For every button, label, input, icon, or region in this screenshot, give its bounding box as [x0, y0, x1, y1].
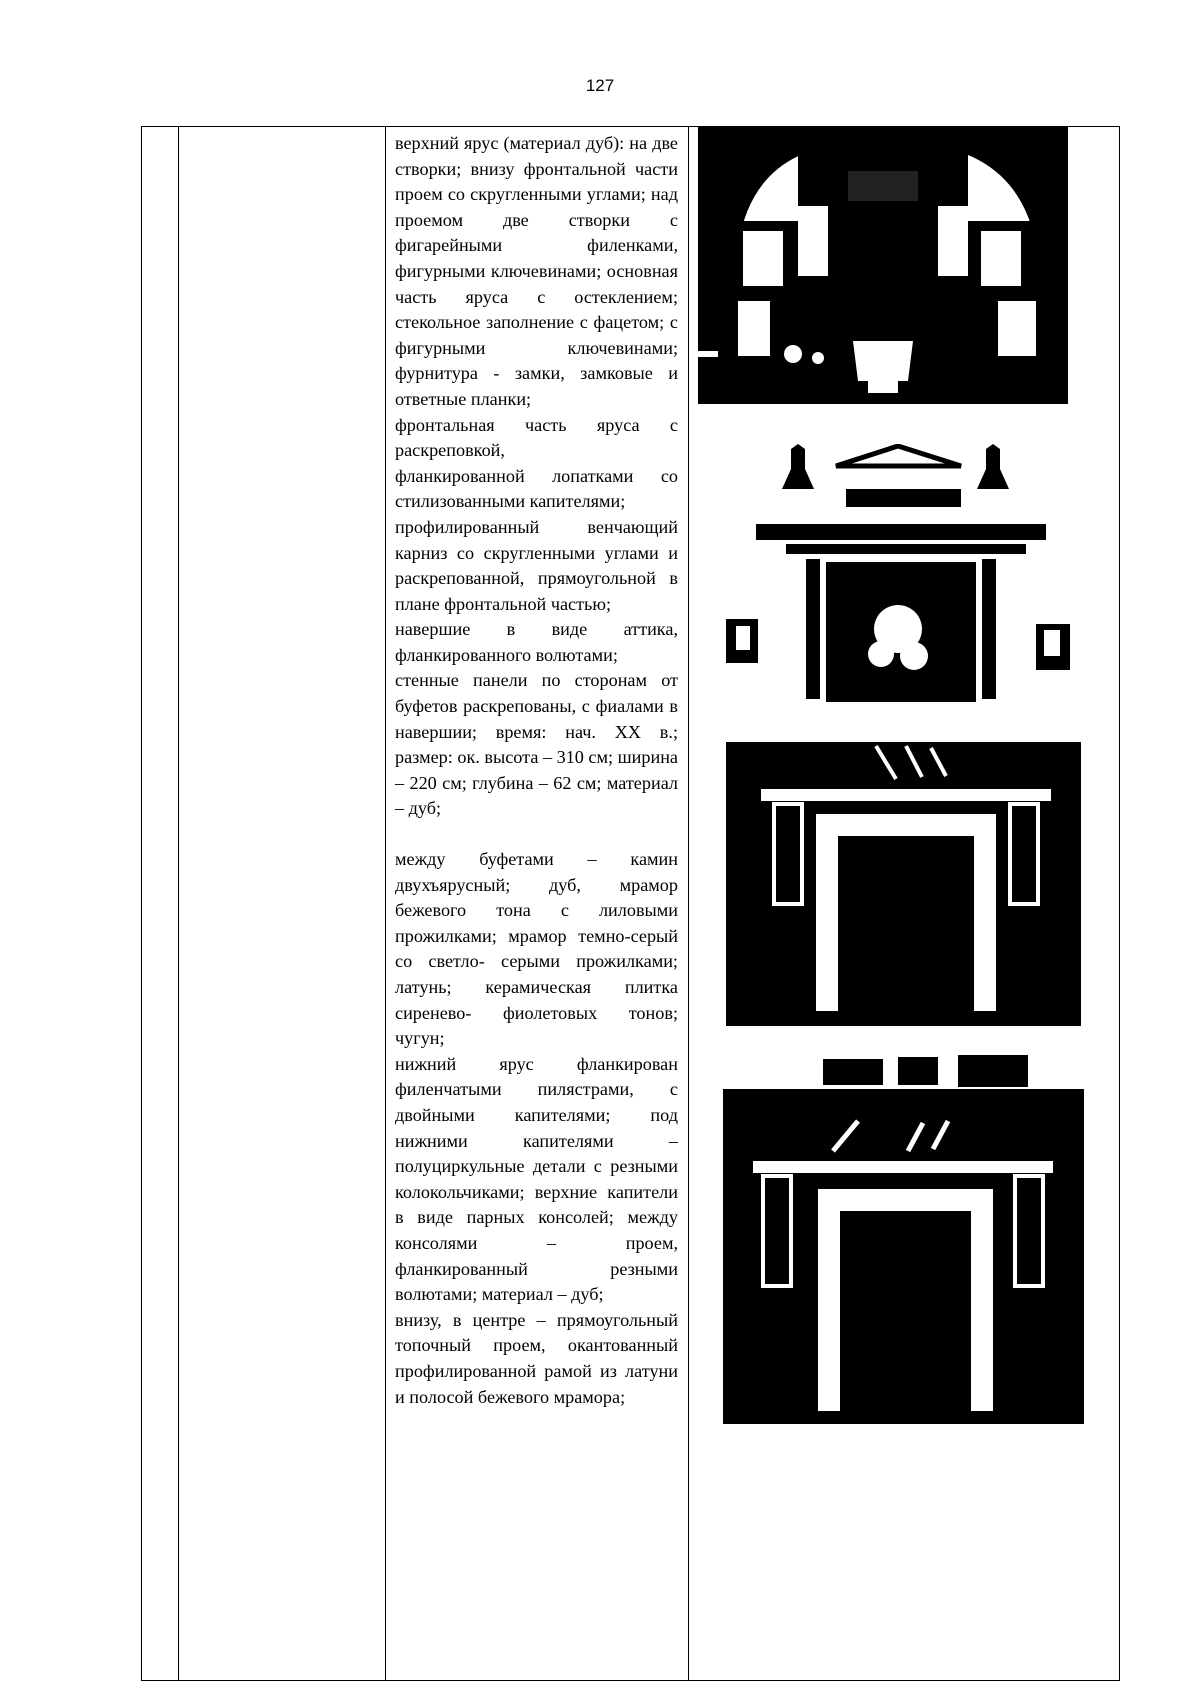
desc-pilasters: фланкированной лопатками со стилизованными капителями;	[395, 465, 678, 512]
desc-frontal-part: фронтальная часть яруса с раскреповкой,	[395, 414, 678, 461]
photo-fireplace	[723, 1051, 1084, 1424]
paragraph-gap	[395, 822, 678, 847]
desc-wall-panels: стенные панели по сторонам от буфетов раскрепованы, с фиалами в навершии; время: нач. XX в.; размер: ок. высота – 310 см; ширина – 220 см; глубина – 62 см; материал – дуб;	[395, 670, 678, 819]
desc-attic: навершие в виде аттика, фланкированного волютами;	[395, 619, 678, 665]
column-divider-2	[385, 127, 386, 1680]
photo-sideboard-fireplace	[726, 444, 1081, 1026]
photo-cabinet-top	[698, 126, 1068, 404]
desc-lower-tier: нижний ярус фланкирован филенчатыми пилястрами, с двойными капителями; под нижними капителями – полуциркульные детали с резными колокольчиками; верхние капители в виде парных консолей; между консолями – проем, фланкированный резными волютами; материал – дуб;	[395, 1053, 678, 1305]
desc-firebox: внизу, в центре – прямоугольный топочный проем, окантованный профилированной рамой из латуни и полосой бежевого мрамора;	[395, 1309, 678, 1407]
desc-fireplace: между буфетами – камин двухъярусный; дуб, мрамор бежевого тона с лиловыми прожилками; мрамор темно-серый со светло- серыми прожилками; латунь; керамическая плитка сиренево- фиолетовых тонов; чугун;	[395, 849, 678, 1049]
column-divider-1	[178, 127, 179, 1680]
description-cell	[395, 131, 678, 1410]
column-divider-3	[688, 127, 689, 1680]
desc-upper-tier: верхний ярус (материал дуб): на две створки; внизу фронтальной части проем со скругленными углами; над проемом две створки с фигарейными филенками, фигурными ключевинами; основная часть яруса с остеклением; стекольное заполнение с фацетом; с фигурными ключевинами; фурнитура - замки, замковые и ответные планки;	[395, 133, 678, 409]
page-number: 127	[585, 76, 615, 95]
desc-cornice: профилированный венчающий карниз со скругленными углами и раскрепованной, прямоугольной в плане фронтальной частью;	[395, 516, 678, 614]
